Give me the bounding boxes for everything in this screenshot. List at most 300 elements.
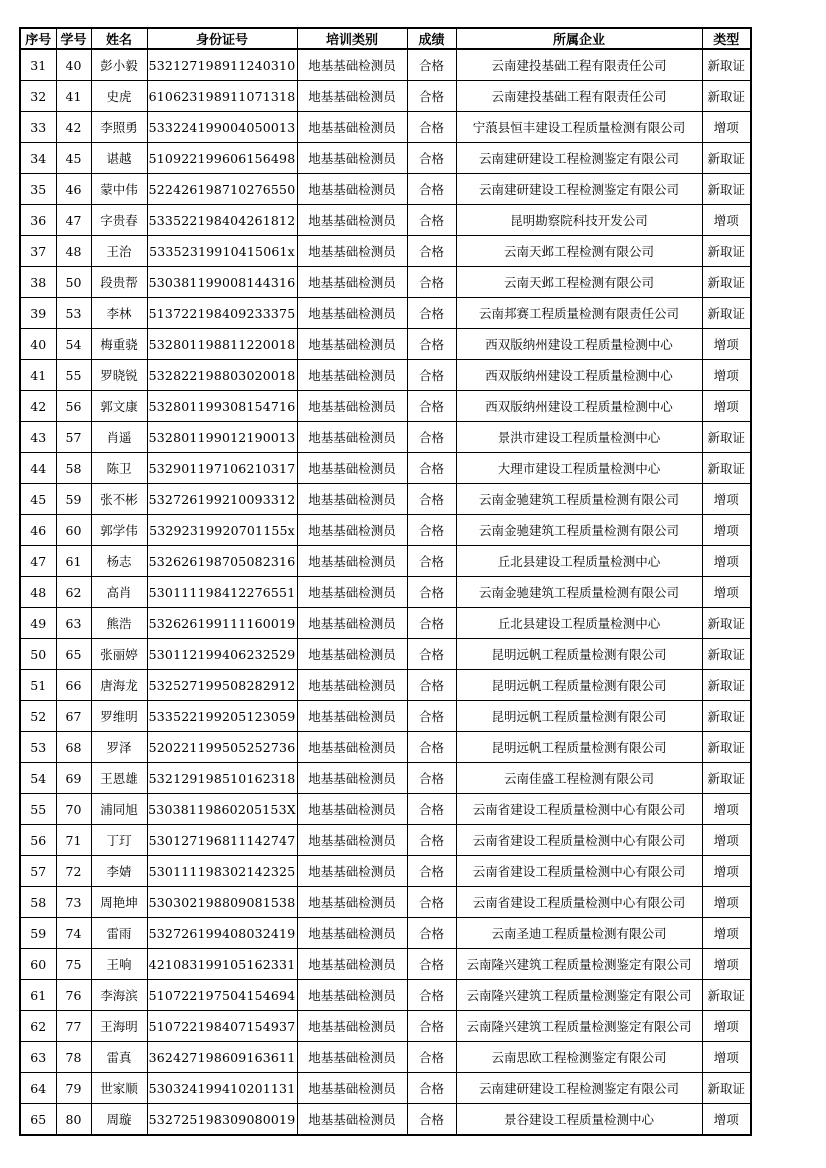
cell-id-number: 510722197504154694 [147, 980, 297, 1011]
cell-id-number: 530302198809081538 [147, 887, 297, 918]
cell-training-category: 地基基础检测员 [297, 267, 407, 298]
cell-result: 合格 [407, 918, 456, 949]
header-training-category: 培训类别 [297, 28, 407, 49]
cell-training-category: 地基基础检测员 [297, 1073, 407, 1104]
cell-result: 合格 [407, 49, 456, 81]
table-row [20, 701, 751, 732]
cell-name: 陈卫 [91, 453, 147, 484]
cell-seq: 55 [20, 794, 56, 825]
cell-type: 新取证 [702, 732, 751, 763]
cell-name: 肖遥 [91, 422, 147, 453]
cell-id-number: 532822198803020018 [147, 360, 297, 391]
cell-id-number: 533522198404261812 [147, 205, 297, 236]
cell-company: 景谷建设工程质量检测中心 [456, 1104, 702, 1136]
cell-result: 合格 [407, 81, 456, 112]
cell-name: 谌越 [91, 143, 147, 174]
cell-name: 李海滨 [91, 980, 147, 1011]
cell-seq: 60 [20, 949, 56, 980]
table-row [20, 577, 751, 608]
cell-seq: 36 [20, 205, 56, 236]
cell-student-no: 70 [56, 794, 91, 825]
table-row [20, 1104, 751, 1136]
cell-name: 王治 [91, 236, 147, 267]
cell-type: 新取证 [702, 81, 751, 112]
cell-company: 云南天邺工程检测有限公司 [456, 267, 702, 298]
cell-training-category: 地基基础检测员 [297, 236, 407, 267]
table-row [20, 639, 751, 670]
cell-type: 新取证 [702, 701, 751, 732]
cell-company: 云南隆兴建筑工程质量检测鉴定有限公司 [456, 980, 702, 1011]
cell-student-no: 76 [56, 980, 91, 1011]
cell-name: 张丽婷 [91, 639, 147, 670]
cell-id-number: 532801199012190013 [147, 422, 297, 453]
cell-type: 新取证 [702, 298, 751, 329]
cell-company: 丘北县建设工程质量检测中心 [456, 608, 702, 639]
cell-company: 云南建研建设工程检测鉴定有限公司 [456, 1073, 702, 1104]
cell-id-number: 532725198309080019 [147, 1104, 297, 1136]
cell-result: 合格 [407, 887, 456, 918]
cell-training-category: 地基基础检测员 [297, 577, 407, 608]
cell-student-no: 53 [56, 298, 91, 329]
cell-seq: 46 [20, 515, 56, 546]
cell-seq: 41 [20, 360, 56, 391]
cell-training-category: 地基基础检测员 [297, 856, 407, 887]
cell-name: 梅重骁 [91, 329, 147, 360]
cell-company: 云南建投基础工程有限责任公司 [456, 81, 702, 112]
cell-company: 云南建投基础工程有限责任公司 [456, 49, 702, 81]
header-id-number: 身份证号 [147, 28, 297, 49]
cell-id-number: 532801199308154716 [147, 391, 297, 422]
cell-name: 周璇 [91, 1104, 147, 1136]
cell-seq: 33 [20, 112, 56, 143]
cell-training-category: 地基基础检测员 [297, 453, 407, 484]
cell-student-no: 61 [56, 546, 91, 577]
cell-seq: 54 [20, 763, 56, 794]
cell-student-no: 74 [56, 918, 91, 949]
cell-name: 雷雨 [91, 918, 147, 949]
cell-name: 郭文康 [91, 391, 147, 422]
table-row [20, 391, 751, 422]
table-row [20, 1073, 751, 1104]
roster-table [19, 27, 752, 1136]
cell-seq: 63 [20, 1042, 56, 1073]
cell-result: 合格 [407, 515, 456, 546]
cell-company: 云南邦赛工程质量检测有限责任公司 [456, 298, 702, 329]
header-company: 所属企业 [456, 28, 702, 49]
cell-id-number: 532726199210093312 [147, 484, 297, 515]
cell-training-category: 地基基础检测员 [297, 887, 407, 918]
cell-training-category: 地基基础检测员 [297, 329, 407, 360]
cell-name: 李照勇 [91, 112, 147, 143]
cell-result: 合格 [407, 1011, 456, 1042]
cell-name: 丁玎 [91, 825, 147, 856]
cell-name: 李林 [91, 298, 147, 329]
cell-result: 合格 [407, 484, 456, 515]
cell-training-category: 地基基础检测员 [297, 391, 407, 422]
cell-name: 高肖 [91, 577, 147, 608]
cell-type: 新取证 [702, 670, 751, 701]
cell-result: 合格 [407, 670, 456, 701]
table-row [20, 980, 751, 1011]
cell-result: 合格 [407, 1073, 456, 1104]
cell-student-no: 48 [56, 236, 91, 267]
cell-company: 昆明远帆工程质量检测有限公司 [456, 732, 702, 763]
cell-training-category: 地基基础检测员 [297, 112, 407, 143]
cell-student-no: 41 [56, 81, 91, 112]
cell-student-no: 55 [56, 360, 91, 391]
table-row [20, 546, 751, 577]
cell-type: 新取证 [702, 422, 751, 453]
table-row [20, 143, 751, 174]
cell-company: 西双版纳州建设工程质量检测中心 [456, 329, 702, 360]
cell-result: 合格 [407, 174, 456, 205]
header-seq: 序号 [20, 28, 56, 49]
cell-seq: 61 [20, 980, 56, 1011]
cell-type: 增项 [702, 949, 751, 980]
table-row [20, 49, 751, 81]
cell-type: 增项 [702, 205, 751, 236]
cell-result: 合格 [407, 422, 456, 453]
cell-seq: 37 [20, 236, 56, 267]
cell-result: 合格 [407, 1104, 456, 1136]
cell-student-no: 46 [56, 174, 91, 205]
table-row [20, 825, 751, 856]
cell-result: 合格 [407, 608, 456, 639]
cell-training-category: 地基基础检测员 [297, 143, 407, 174]
cell-student-no: 42 [56, 112, 91, 143]
cell-student-no: 67 [56, 701, 91, 732]
cell-name: 王恩雄 [91, 763, 147, 794]
cell-name: 杨志 [91, 546, 147, 577]
cell-student-no: 56 [56, 391, 91, 422]
header-type: 类型 [702, 28, 751, 49]
cell-student-no: 80 [56, 1104, 91, 1136]
cell-seq: 38 [20, 267, 56, 298]
cell-type: 新取证 [702, 980, 751, 1011]
cell-id-number: 532801198811220018 [147, 329, 297, 360]
table-row [20, 918, 751, 949]
cell-id-number: 530111198412276551 [147, 577, 297, 608]
cell-type: 增项 [702, 360, 751, 391]
cell-company: 昆明远帆工程质量检测有限公司 [456, 670, 702, 701]
cell-company: 昆明远帆工程质量检测有限公司 [456, 639, 702, 670]
cell-type: 增项 [702, 577, 751, 608]
cell-result: 合格 [407, 980, 456, 1011]
cell-result: 合格 [407, 298, 456, 329]
cell-training-category: 地基基础检测员 [297, 205, 407, 236]
cell-company: 云南隆兴建筑工程质量检测鉴定有限公司 [456, 1011, 702, 1042]
header-student-no: 学号 [56, 28, 91, 49]
cell-type: 新取证 [702, 453, 751, 484]
table-row [20, 763, 751, 794]
table-row [20, 670, 751, 701]
table-row [20, 422, 751, 453]
table-row [20, 329, 751, 360]
cell-training-category: 地基基础检测员 [297, 639, 407, 670]
cell-company: 云南金驰建筑工程质量检测有限公司 [456, 484, 702, 515]
cell-result: 合格 [407, 453, 456, 484]
cell-id-number: 530381199008144316 [147, 267, 297, 298]
cell-name: 郭学伟 [91, 515, 147, 546]
cell-result: 合格 [407, 763, 456, 794]
cell-seq: 39 [20, 298, 56, 329]
cell-company: 西双版纳州建设工程质量检测中心 [456, 391, 702, 422]
cell-name: 罗维明 [91, 701, 147, 732]
cell-seq: 42 [20, 391, 56, 422]
cell-id-number: 532626199111160019 [147, 608, 297, 639]
cell-training-category: 地基基础检测员 [297, 763, 407, 794]
cell-student-no: 50 [56, 267, 91, 298]
cell-type: 增项 [702, 794, 751, 825]
table-row [20, 608, 751, 639]
cell-company: 景洪市建设工程质量检测中心 [456, 422, 702, 453]
cell-result: 合格 [407, 825, 456, 856]
cell-name: 浦同旭 [91, 794, 147, 825]
cell-id-number: 513722198409233375 [147, 298, 297, 329]
table-row [20, 298, 751, 329]
cell-student-no: 66 [56, 670, 91, 701]
cell-seq: 32 [20, 81, 56, 112]
cell-training-category: 地基基础检测员 [297, 81, 407, 112]
cell-student-no: 62 [56, 577, 91, 608]
cell-type: 新取证 [702, 236, 751, 267]
cell-seq: 40 [20, 329, 56, 360]
table-row [20, 360, 751, 391]
cell-training-category: 地基基础检测员 [297, 484, 407, 515]
table-row [20, 205, 751, 236]
cell-id-number: 532129198510162318 [147, 763, 297, 794]
cell-result: 合格 [407, 391, 456, 422]
cell-student-no: 45 [56, 143, 91, 174]
cell-name: 蒙中伟 [91, 174, 147, 205]
cell-company: 昆明远帆工程质量检测有限公司 [456, 701, 702, 732]
cell-seq: 62 [20, 1011, 56, 1042]
cell-company: 云南建研建设工程检测鉴定有限公司 [456, 174, 702, 205]
cell-name: 张不彬 [91, 484, 147, 515]
table-row [20, 1011, 751, 1042]
cell-training-category: 地基基础检测员 [297, 608, 407, 639]
cell-seq: 43 [20, 422, 56, 453]
header-row [20, 28, 751, 49]
cell-name: 世家顺 [91, 1073, 147, 1104]
cell-name: 周艳坤 [91, 887, 147, 918]
cell-id-number: 532726199408032419 [147, 918, 297, 949]
cell-id-number: 533224199004050013 [147, 112, 297, 143]
cell-name: 唐海龙 [91, 670, 147, 701]
cell-type: 增项 [702, 515, 751, 546]
cell-student-no: 58 [56, 453, 91, 484]
table-row [20, 732, 751, 763]
cell-result: 合格 [407, 732, 456, 763]
cell-result: 合格 [407, 205, 456, 236]
cell-training-category: 地基基础检测员 [297, 1011, 407, 1042]
cell-id-number: 530127196811142747 [147, 825, 297, 856]
cell-result: 合格 [407, 856, 456, 887]
cell-company: 云南隆兴建筑工程质量检测鉴定有限公司 [456, 949, 702, 980]
cell-result: 合格 [407, 949, 456, 980]
cell-company: 云南思欧工程检测鉴定有限公司 [456, 1042, 702, 1073]
cell-name: 雷真 [91, 1042, 147, 1073]
cell-training-category: 地基基础检测员 [297, 949, 407, 980]
cell-company: 云南金驰建筑工程质量检测有限公司 [456, 577, 702, 608]
cell-type: 增项 [702, 112, 751, 143]
cell-training-category: 地基基础检测员 [297, 980, 407, 1011]
cell-training-category: 地基基础检测员 [297, 49, 407, 81]
cell-student-no: 47 [56, 205, 91, 236]
cell-type: 新取证 [702, 267, 751, 298]
cell-student-no: 65 [56, 639, 91, 670]
cell-company: 云南省建设工程质量检测中心有限公司 [456, 887, 702, 918]
cell-type: 新取证 [702, 1073, 751, 1104]
cell-student-no: 72 [56, 856, 91, 887]
cell-name: 彭小毅 [91, 49, 147, 81]
cell-seq: 31 [20, 49, 56, 81]
cell-type: 增项 [702, 918, 751, 949]
cell-training-category: 地基基础检测员 [297, 670, 407, 701]
cell-result: 合格 [407, 794, 456, 825]
cell-name: 王海明 [91, 1011, 147, 1042]
cell-id-number: 520221199505252736 [147, 732, 297, 763]
cell-type: 增项 [702, 329, 751, 360]
cell-student-no: 60 [56, 515, 91, 546]
cell-training-category: 地基基础检测员 [297, 298, 407, 329]
cell-company: 昆明勘察院科技开发公司 [456, 205, 702, 236]
table-row [20, 1042, 751, 1073]
table-row [20, 515, 751, 546]
table-header [20, 28, 751, 49]
cell-seq: 49 [20, 608, 56, 639]
cell-id-number: 510722198407154937 [147, 1011, 297, 1042]
cell-type: 新取证 [702, 639, 751, 670]
cell-id-number: 530111198302142325 [147, 856, 297, 887]
cell-id-number: 362427198609163611 [147, 1042, 297, 1073]
cell-type: 增项 [702, 825, 751, 856]
cell-company: 云南佳盛工程检测有限公司 [456, 763, 702, 794]
cell-student-no: 79 [56, 1073, 91, 1104]
cell-name: 罗泽 [91, 732, 147, 763]
cell-id-number: 533522199205123059 [147, 701, 297, 732]
cell-result: 合格 [407, 329, 456, 360]
header-name: 姓名 [91, 28, 147, 49]
cell-company: 云南省建设工程质量检测中心有限公司 [456, 794, 702, 825]
table-row [20, 236, 751, 267]
cell-id-number: 53352319910415061x [147, 236, 297, 267]
cell-type: 增项 [702, 887, 751, 918]
cell-id-number: 522426198710276550 [147, 174, 297, 205]
cell-type: 增项 [702, 1104, 751, 1136]
cell-id-number: 53038119860205153X [147, 794, 297, 825]
cell-training-category: 地基基础检测员 [297, 546, 407, 577]
cell-training-category: 地基基础检测员 [297, 732, 407, 763]
table-row [20, 856, 751, 887]
cell-seq: 64 [20, 1073, 56, 1104]
cell-name: 字贵春 [91, 205, 147, 236]
cell-result: 合格 [407, 701, 456, 732]
cell-company: 云南建研建设工程检测鉴定有限公司 [456, 143, 702, 174]
cell-id-number: 610623198911071318 [147, 81, 297, 112]
cell-seq: 48 [20, 577, 56, 608]
cell-type: 增项 [702, 484, 751, 515]
cell-result: 合格 [407, 639, 456, 670]
cell-company: 云南天邺工程检测有限公司 [456, 236, 702, 267]
cell-seq: 44 [20, 453, 56, 484]
cell-company: 云南金驰建筑工程质量检测有限公司 [456, 515, 702, 546]
cell-seq: 65 [20, 1104, 56, 1136]
cell-seq: 57 [20, 856, 56, 887]
cell-name: 段贵帮 [91, 267, 147, 298]
cell-result: 合格 [407, 546, 456, 577]
cell-training-category: 地基基础检测员 [297, 918, 407, 949]
table-row [20, 453, 751, 484]
cell-seq: 45 [20, 484, 56, 515]
cell-id-number: 532127198911240310 [147, 49, 297, 81]
cell-type: 新取证 [702, 143, 751, 174]
cell-id-number: 532901197106210317 [147, 453, 297, 484]
cell-type: 增项 [702, 856, 751, 887]
cell-student-no: 54 [56, 329, 91, 360]
cell-seq: 51 [20, 670, 56, 701]
cell-student-no: 68 [56, 732, 91, 763]
cell-company: 宁蒗县恒丰建设工程质量检测有限公司 [456, 112, 702, 143]
cell-type: 增项 [702, 1042, 751, 1073]
cell-id-number: 532626198705082316 [147, 546, 297, 577]
table-row [20, 949, 751, 980]
cell-name: 罗晓锐 [91, 360, 147, 391]
cell-type: 增项 [702, 1011, 751, 1042]
cell-training-category: 地基基础检测员 [297, 515, 407, 546]
cell-id-number: 53292319920701155x [147, 515, 297, 546]
cell-id-number: 530112199406232529 [147, 639, 297, 670]
table-row [20, 887, 751, 918]
table-row [20, 81, 751, 112]
cell-type: 新取证 [702, 763, 751, 794]
cell-name: 李婧 [91, 856, 147, 887]
cell-result: 合格 [407, 577, 456, 608]
cell-company: 西双版纳州建设工程质量检测中心 [456, 360, 702, 391]
cell-name: 王响 [91, 949, 147, 980]
cell-result: 合格 [407, 267, 456, 298]
cell-result: 合格 [407, 360, 456, 391]
cell-student-no: 59 [56, 484, 91, 515]
cell-company: 云南省建设工程质量检测中心有限公司 [456, 825, 702, 856]
cell-type: 新取证 [702, 608, 751, 639]
cell-seq: 47 [20, 546, 56, 577]
cell-id-number: 532527199508282912 [147, 670, 297, 701]
cell-student-no: 69 [56, 763, 91, 794]
cell-training-category: 地基基础检测员 [297, 825, 407, 856]
cell-training-category: 地基基础检测员 [297, 360, 407, 391]
cell-type: 增项 [702, 546, 751, 577]
cell-student-no: 73 [56, 887, 91, 918]
cell-training-category: 地基基础检测员 [297, 794, 407, 825]
cell-result: 合格 [407, 143, 456, 174]
cell-training-category: 地基基础检测员 [297, 174, 407, 205]
cell-result: 合格 [407, 236, 456, 267]
cell-company: 云南圣迪工程质量检测有限公司 [456, 918, 702, 949]
cell-seq: 35 [20, 174, 56, 205]
cell-student-no: 57 [56, 422, 91, 453]
cell-seq: 53 [20, 732, 56, 763]
cell-seq: 52 [20, 701, 56, 732]
table-row [20, 484, 751, 515]
cell-training-category: 地基基础检测员 [297, 701, 407, 732]
cell-type: 新取证 [702, 174, 751, 205]
cell-type: 增项 [702, 391, 751, 422]
cell-seq: 58 [20, 887, 56, 918]
cell-seq: 59 [20, 918, 56, 949]
table-row [20, 112, 751, 143]
cell-training-category: 地基基础检测员 [297, 1042, 407, 1073]
